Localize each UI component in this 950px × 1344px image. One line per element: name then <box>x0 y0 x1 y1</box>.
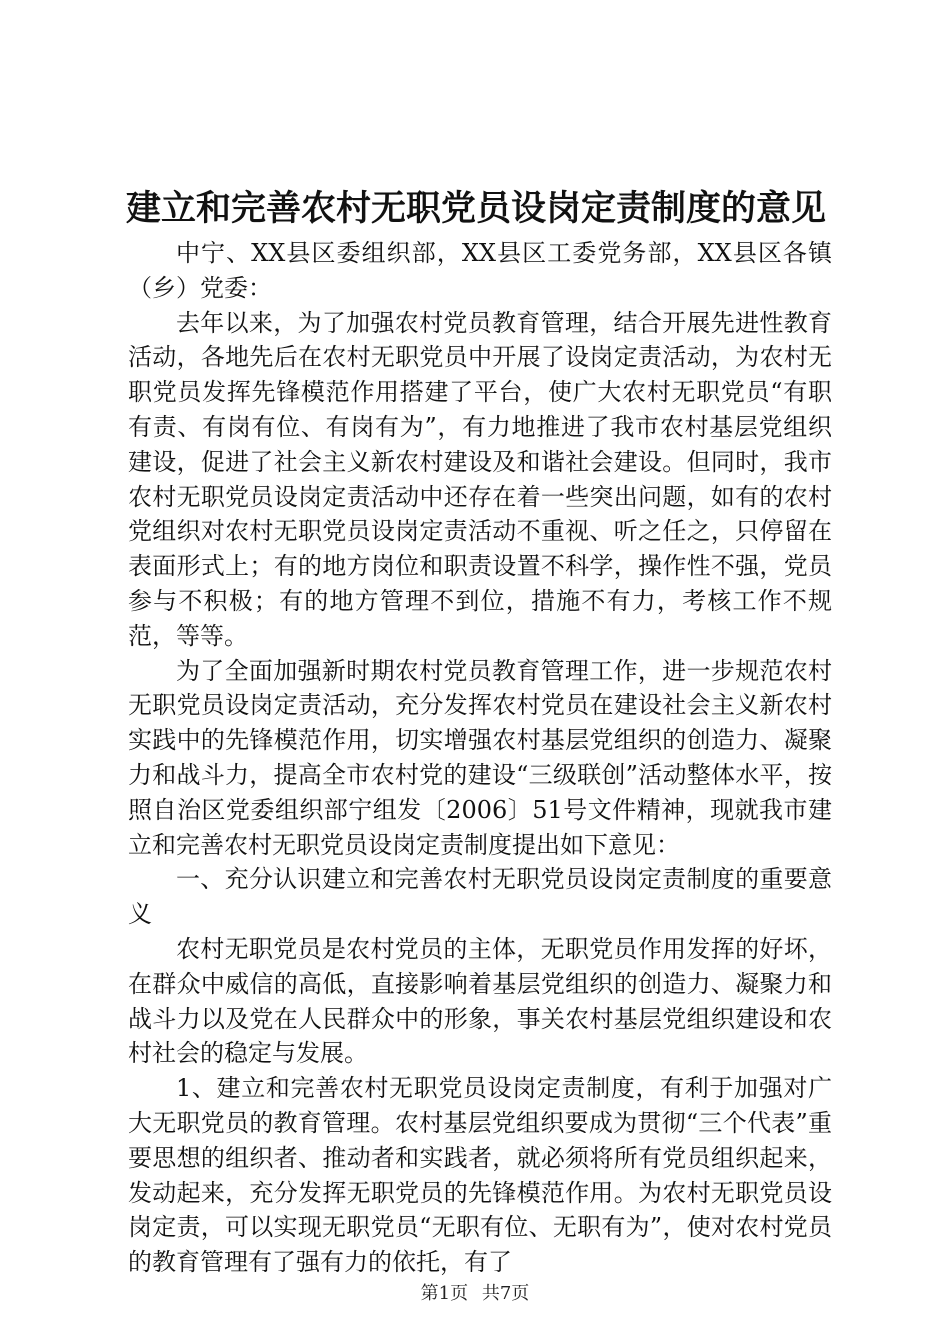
page-footer <box>0 1282 950 1306</box>
background-paragraph: 去年以来，为了加强农村党员教育管理，结合开展先进性教育活动，各地先后在农村无职党员中开展了设岗定责活动，为农村无职党员发挥先锋模范作用搭建了平台，使广大农村无职党员“有职有责、有岗有位、有岗有为”，有力地推进了我市农村基层党组织建设，促进了社会主义新农村建设及和谐社会建设。但同时，我市农村无职党员设岗定责活动中还存在着一些突出问题，如有的农村党组织对农村无职党员设岗定责活动不重视、听之任之，只停留在表面形式上；有的地方岗位和职责设置不科学，操作性不强，党员参与不积极；有的地方管理不到位，措施不有力，考核工作不规范，等等。 <box>128 308 832 650</box>
document-title: 建立和完善农村无职党员设岗定责制度的意见 <box>126 188 827 229</box>
point-1-paragraph: 1、建立和完善农村无职党员设岗定责制度，有利于加强对广大无职党员的教育管理。农村基层党组织要成为贯彻“三个代表”重要思想的组织者、推动者和实践者，就必须将所有党员组织起来，发动起来，充分发挥无职党员的先锋模范作用。为农村无职党员设岗定责，可以实现无职党员“无职有位、无职有为”，使对农村党员的教育管理有了强有力的依托，有了 <box>128 1074 832 1277</box>
addressee-paragraph: 中宁、XX县区委组织部，XX县区工委党务部，XX县区各镇（乡）党委： <box>128 239 832 302</box>
page-number: 第1页 <box>420 1283 469 1304</box>
section-heading-1: 一、充分认识建立和完善农村无职党员设岗定责制度的重要意义 <box>128 865 832 929</box>
section-intro-paragraph: 农村无职党员是农村党员的主体，无职党员作用发挥的好坏，在群众中威信的高低，直接影响着基层党组织的创造力、凝聚力和战斗力以及党在人民群众中的形象，事关农村基层党组织建设和农村社会的稳定与发展。 <box>128 934 832 1068</box>
purpose-paragraph: 为了全面加强新时期农村党员教育管理工作，进一步规范农村无职党员设岗定责活动，充分发挥农村党员在建设社会主义新农村实践中的先锋模范作用，切实增强农村基层党组织的创造力、凝聚力和战斗力，提高全市农村党的建设“三级联创”活动整体水平，按照自治区党委组织部宁组发〔2006〕51号文件精神，现就我市建立和完善农村无职党员设岗定责制度提出如下意见： <box>128 656 832 859</box>
document-body <box>128 236 832 1280</box>
page-total: 共7页 <box>481 1283 530 1304</box>
